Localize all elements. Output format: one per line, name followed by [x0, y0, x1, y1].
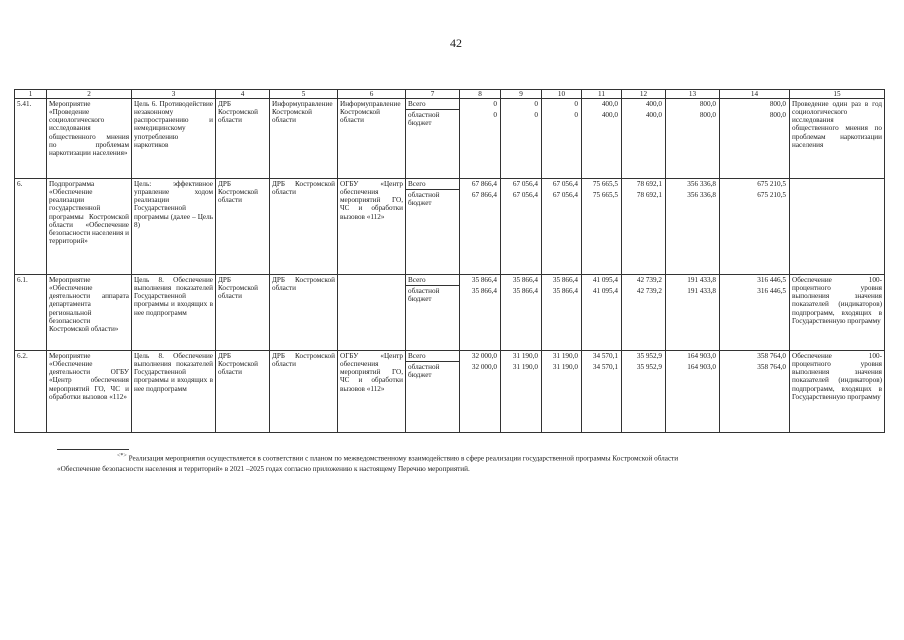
amount-budget: 31 190,0: [512, 363, 538, 371]
amount-budget: 78 692,1: [636, 191, 662, 199]
amount-cell-10: [542, 179, 582, 275]
amount-budget: 0: [534, 111, 538, 119]
amount-total: 800,0: [769, 100, 786, 108]
col-header: 13: [666, 90, 720, 99]
amount-cell-10: [542, 351, 582, 433]
amount-total: 31 190,0: [512, 352, 538, 360]
amount-total: 31 190,0: [552, 352, 578, 360]
col-header: 6: [338, 90, 406, 99]
amount-cell-13: [666, 351, 720, 433]
funding-source-cell: [406, 275, 460, 351]
amount-total: 675 210,5: [757, 180, 786, 188]
amount-cell-11: [582, 179, 622, 275]
amount-budget: 67 056,4: [552, 191, 578, 199]
amount-budget: 41 095,4: [592, 287, 618, 295]
col-header: 14: [720, 90, 790, 99]
coordinator-cell: ДРБ Костромской области: [216, 99, 270, 179]
amount-total: 42 739,2: [636, 276, 662, 284]
amount-budget: 0: [493, 111, 497, 119]
amount-cell-13: [666, 179, 720, 275]
col-header: 7: [406, 90, 460, 99]
amount-cell-11: [582, 275, 622, 351]
amount-total: 67 056,4: [552, 180, 578, 188]
page-number: 42: [450, 36, 462, 50]
participant-cell: Информуправление Костромской области: [338, 99, 406, 179]
amount-total: 41 095,4: [592, 276, 618, 284]
amount-cell-10: [542, 99, 582, 179]
funding-total-label: Всего: [406, 276, 459, 286]
amount-cell-14: [720, 275, 790, 351]
amount-total: 400,0: [601, 100, 618, 108]
row-number-cell: 6.1.: [15, 275, 47, 351]
amount-budget: 356 336,8: [687, 191, 716, 199]
table-body: [15, 90, 885, 433]
funding-budget-label: областной бюджет: [408, 287, 440, 304]
col-header: 1: [15, 90, 47, 99]
amount-budget: 34 570,1: [592, 363, 618, 371]
footnote-rule: [57, 449, 129, 450]
expected-result-cell: Обеспечение 100-процентного уровня выполнения значения показателей (индикаторов) подпрограмм, входящих в Государственную программу: [790, 275, 885, 351]
amount-total: 316 446,5: [757, 276, 786, 284]
col-header: 5: [270, 90, 338, 99]
amount-cell-12: [622, 275, 666, 351]
measure-name-cell: Мероприятие «Обеспечение деятельности аппарата департамента региональной безопасности Костромской области»: [47, 275, 132, 351]
amount-cell-14: [720, 351, 790, 433]
amount-budget: 31 190,0: [552, 363, 578, 371]
goal-cell: Цель 8. Обеспечение выполнения показателей Государственной программы и входящих в нее подпрограмм: [132, 351, 216, 433]
coordinator-cell: ДРБ Костромской области: [216, 351, 270, 433]
amount-total: 0: [574, 100, 578, 108]
amount-cell-8: [460, 179, 501, 275]
table-row: [15, 179, 885, 275]
amount-total: 164 903,0: [687, 352, 716, 360]
amount-budget: 75 665,5: [592, 191, 618, 199]
col-header: 10: [542, 90, 582, 99]
amount-budget: 191 433,8: [687, 287, 716, 295]
col-header: 9: [501, 90, 542, 99]
amount-budget: 164 903,0: [687, 363, 716, 371]
amount-cell-12: [622, 351, 666, 433]
table-row: [15, 275, 885, 351]
executor-cell: ДРБ Костромской области: [270, 275, 338, 351]
amount-budget: 35 952,9: [636, 363, 662, 371]
amount-total: 35 866,4: [471, 276, 497, 284]
expected-result-cell: [790, 179, 885, 275]
amount-total: 35 866,4: [512, 276, 538, 284]
amount-budget: 35 866,4: [512, 287, 538, 295]
measure-name-cell: Мероприятие «Проведение социологического исследования общественного мнения по проблемам наркотизации населения»: [47, 99, 132, 179]
col-header: 12: [622, 90, 666, 99]
participant-cell: ОГБУ «Центр обеспечения мероприятий ГО, ЧС и обработки вызовов «112»: [338, 179, 406, 275]
amount-total: 0: [493, 100, 497, 108]
col-header: 8: [460, 90, 501, 99]
amount-total: 800,0: [699, 100, 716, 108]
funding-budget-label: областной бюджет: [408, 363, 440, 380]
col-header: 15: [790, 90, 885, 99]
amount-cell-9: [501, 99, 542, 179]
table-row: [15, 99, 885, 179]
footnote-text-1: Реализация мероприятия осуществляется в соответствии с планом по межведомственному взаимодействию в сфере реализации государственной программы Костромской области: [128, 454, 679, 463]
executor-cell: ДРБ Костромской области: [270, 351, 338, 433]
amount-cell-14: [720, 179, 790, 275]
amount-total: 400,0: [645, 100, 662, 108]
amount-budget: 800,0: [769, 111, 786, 119]
amount-cell-9: [501, 351, 542, 433]
amount-budget: 32 000,0: [471, 363, 497, 371]
row-number-cell: 6.: [15, 179, 47, 275]
footnote-line-1: [57, 452, 857, 464]
amount-cell-11: [582, 99, 622, 179]
table-row: [15, 351, 885, 433]
amount-total: 35 866,4: [552, 276, 578, 284]
measures-table: [14, 89, 885, 433]
amount-total: 0: [534, 100, 538, 108]
funding-source-cell: [406, 179, 460, 275]
executor-cell: Информуправление Костромской области: [270, 99, 338, 179]
amount-total: 67 866,4: [471, 180, 497, 188]
col-header: 4: [216, 90, 270, 99]
funding-budget-label: областной бюджет: [408, 111, 440, 128]
amount-budget: 316 446,5: [757, 287, 786, 295]
amount-cell-9: [501, 179, 542, 275]
footnote-marker: <*>: [117, 453, 127, 459]
funding-source-cell: [406, 99, 460, 179]
amount-cell-8: [460, 351, 501, 433]
amount-total: 358 764,0: [757, 352, 786, 360]
coordinator-cell: ДРБ Костромской области: [216, 179, 270, 275]
amount-cell-10: [542, 275, 582, 351]
amount-cell-11: [582, 351, 622, 433]
coordinator-cell: ДРБ Костромской области: [216, 275, 270, 351]
funding-total-label: Всего: [406, 180, 459, 190]
amount-budget: 67 056,4: [512, 191, 538, 199]
amount-total: 356 336,8: [687, 180, 716, 188]
amount-cell-13: [666, 99, 720, 179]
amount-budget: 42 739,2: [636, 287, 662, 295]
funding-source-cell: [406, 351, 460, 433]
participant-cell: [338, 275, 406, 351]
goal-cell: Цель 8. Обеспечение выполнения показателей Государственной программы и входящих в нее подпрограмм: [132, 275, 216, 351]
amount-total: 191 433,8: [687, 276, 716, 284]
goal-cell: Цель: эффективное управление ходом реализации Государственной программы (далее – Цель 8): [132, 179, 216, 275]
measure-name-cell: Мероприятие «Обеспечение деятельности ОГБУ «Центр обеспечения мероприятий ГО, ЧС и обработки вызовов «112»: [47, 351, 132, 433]
amount-budget: 67 866,4: [471, 191, 497, 199]
goal-cell: Цель 6. Противодействие незаконному распространению и немедицинскому употреблению наркотиков: [132, 99, 216, 179]
funding-budget-label: областной бюджет: [408, 191, 440, 208]
amount-cell-12: [622, 99, 666, 179]
col-header: 11: [582, 90, 622, 99]
amount-budget: 400,0: [601, 111, 618, 119]
footnote-line-2: «Обеспечение безопасности населения и территорий» в 2021 –2025 годах согласно приложению к настоящему Перечню мероприятий.: [57, 464, 470, 473]
col-header: 3: [132, 90, 216, 99]
amount-cell-12: [622, 179, 666, 275]
amount-cell-8: [460, 99, 501, 179]
amount-budget: 0: [574, 111, 578, 119]
amount-total: 78 692,1: [636, 180, 662, 188]
funding-total-label: Всего: [406, 100, 459, 110]
amount-cell-9: [501, 275, 542, 351]
amount-total: 35 952,9: [636, 352, 662, 360]
col-header: 2: [47, 90, 132, 99]
amount-total: 67 056,4: [512, 180, 538, 188]
amount-total: 75 665,5: [592, 180, 618, 188]
footnote: [57, 452, 857, 474]
funding-total-label: Всего: [406, 352, 459, 362]
executor-cell: ДРБ Костромской области: [270, 179, 338, 275]
expected-result-cell: Обеспечение 100-процентного уровня выполнения значения показателей (индикаторов) подпрограмм, входящих в Государственную программу: [790, 351, 885, 433]
amount-budget: 400,0: [645, 111, 662, 119]
amount-cell-14: [720, 99, 790, 179]
column-number-row: [15, 90, 885, 99]
amount-budget: 358 764,0: [757, 363, 786, 371]
amount-cell-8: [460, 275, 501, 351]
amount-budget: 35 866,4: [471, 287, 497, 295]
row-number-cell: 5.41.: [15, 99, 47, 179]
participant-cell: ОГБУ «Центр обеспечения мероприятий ГО, ЧС и обработки вызовов «112»: [338, 351, 406, 433]
measure-name-cell: Подпрограмма «Обеспечение реализации государственной программы Костромской области «Обеспечение безопасности населения и территорий»: [47, 179, 132, 275]
amount-total: 34 570,1: [592, 352, 618, 360]
amount-budget: 675 210,5: [757, 191, 786, 199]
amount-budget: 35 866,4: [552, 287, 578, 295]
amount-budget: 800,0: [699, 111, 716, 119]
row-number-cell: 6.2.: [15, 351, 47, 433]
expected-result-cell: Проведение один раз в год социологического исследования общественного мнения по проблемам наркотизации населения: [790, 99, 885, 179]
amount-cell-13: [666, 275, 720, 351]
amount-total: 32 000,0: [471, 352, 497, 360]
